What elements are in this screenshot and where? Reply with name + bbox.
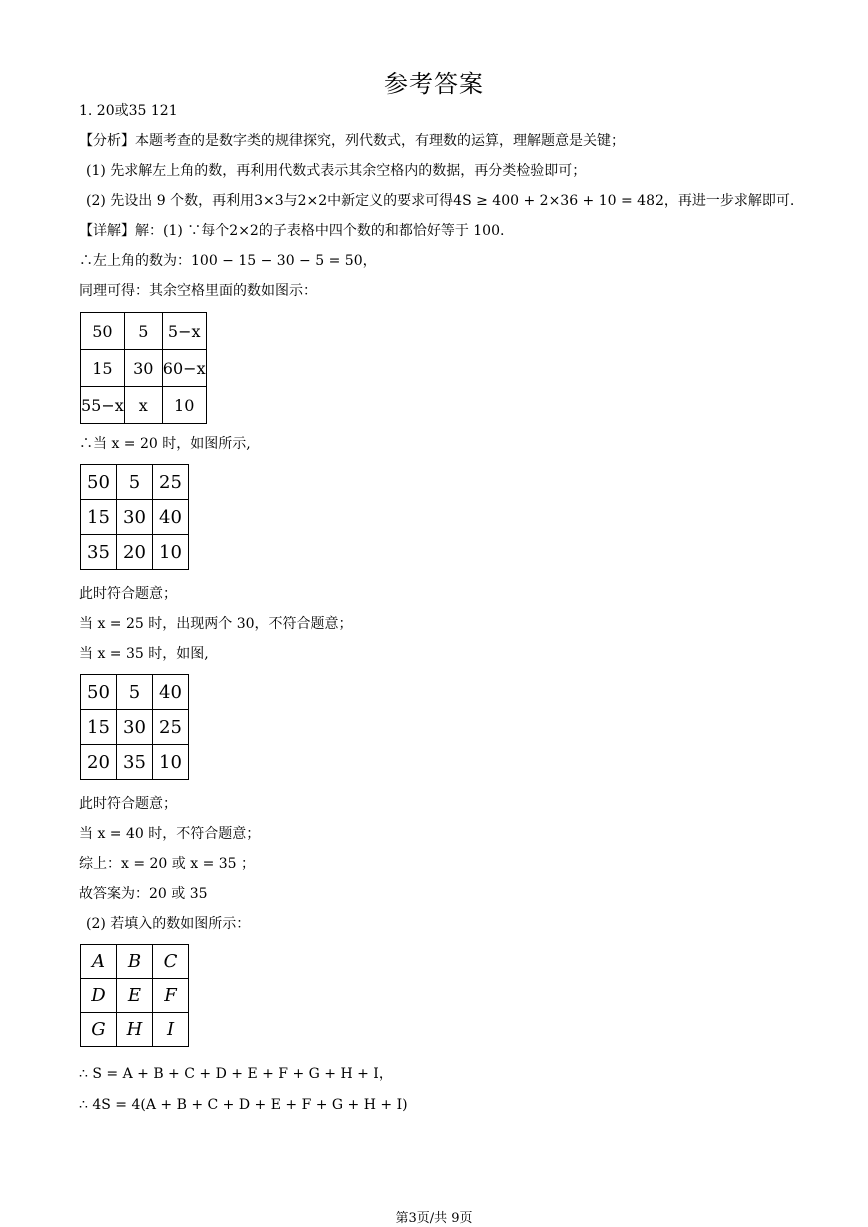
grid-cell: 25 [153,710,189,745]
grid-cell: 30 [117,500,153,535]
grid-cell: 35 [81,535,117,570]
grid-cell: 35 [117,745,153,780]
grid-cell: 20 [117,535,153,570]
grid-cell: 10 [153,535,189,570]
analysis-line: 【分析】本题考查的是数字类的规律探究，列代数式，有理数的运算，理解题意是关键； [79,133,625,149]
text-line: 当 x = 25 时，出现两个 30，不符合题意； [79,616,353,632]
grid-cell: 20 [81,745,117,780]
grid-cell: 15 [81,500,117,535]
solution-line: 【详解】解：(1) ∵每个2×2的子表格中四个数的和都恰好等于 100. [79,223,505,239]
analysis-step-1: (1) 先求解左上角的数，再利用代数式表示其余空格内的数据，再分类检验即可； [86,163,587,179]
grid-cell: 25 [153,465,189,500]
grid-cell: I [153,1013,189,1047]
grid-cell: 50 [81,313,125,350]
grid-cell: x [124,387,162,424]
grid-cell: 60−x [162,350,206,387]
grid-cell: E [117,979,153,1013]
page-footer: 第3页/共 9页 [395,1211,473,1226]
analysis-step-2: (2) 先设出 9 个数，再利用3×3与2×2中新定义的要求可得4S ≥ 400 + 2×36 + 10 = 482，再进一步求解即可. [86,193,795,209]
grid-cell: G [81,1013,117,1047]
grid-cell: 10 [153,745,189,780]
grid-cell: A [81,945,117,979]
text-line: 综上：x = 20 或 x = 35 ； [79,856,256,872]
text-line: ∴左上角的数为：100 − 15 − 30 − 5 = 50， [79,253,377,269]
grid-cell: 5−x [162,313,206,350]
grid-cell: 15 [81,350,125,387]
text-line: 同理可得：其余空格里面的数如图示： [79,283,317,299]
grid-x35 [80,674,189,780]
grid-cell: 40 [153,500,189,535]
text-line: ∴当 x = 20 时，如图所示, [79,436,251,452]
text-line: 故答案为：20 或 35 [79,886,208,902]
grid-cell: 5 [117,465,153,500]
grid-cell: 50 [81,465,117,500]
grid-expressions [80,312,207,424]
grid-cell: 50 [81,675,117,710]
grid-cell: 30 [124,350,162,387]
grid-cell: 55−x [81,387,125,424]
grid-cell: H [117,1013,153,1047]
grid-cell: 15 [81,710,117,745]
grid-cell: 30 [117,710,153,745]
text-line: ∴ 4S = 4(A + B + C + D + E + F + G + H + I) [79,1097,408,1113]
text-line: 此时符合题意； [79,796,177,812]
grid-cell: C [153,945,189,979]
grid-cell: F [153,979,189,1013]
grid-cell: 10 [162,387,206,424]
grid-x20 [80,464,189,570]
grid-cell: 5 [124,313,162,350]
text-line: (2) 若填入的数如图所示： [86,916,251,932]
text-line: ∴ S = A + B + C + D + E + F + G + H + I， [79,1066,393,1082]
page-title: 参考答案 [384,70,484,98]
grid-cell: 5 [117,675,153,710]
grid-letters [80,944,189,1047]
grid-cell: 40 [153,675,189,710]
text-line: 当 x = 40 时，不符合题意； [79,826,261,842]
text-line: 当 x = 35 时，如图, [79,646,209,662]
grid-cell: D [81,979,117,1013]
text-line: 此时符合题意； [79,586,177,602]
grid-cell: B [117,945,153,979]
answer-line: 1. 20或35 121 [79,103,178,119]
